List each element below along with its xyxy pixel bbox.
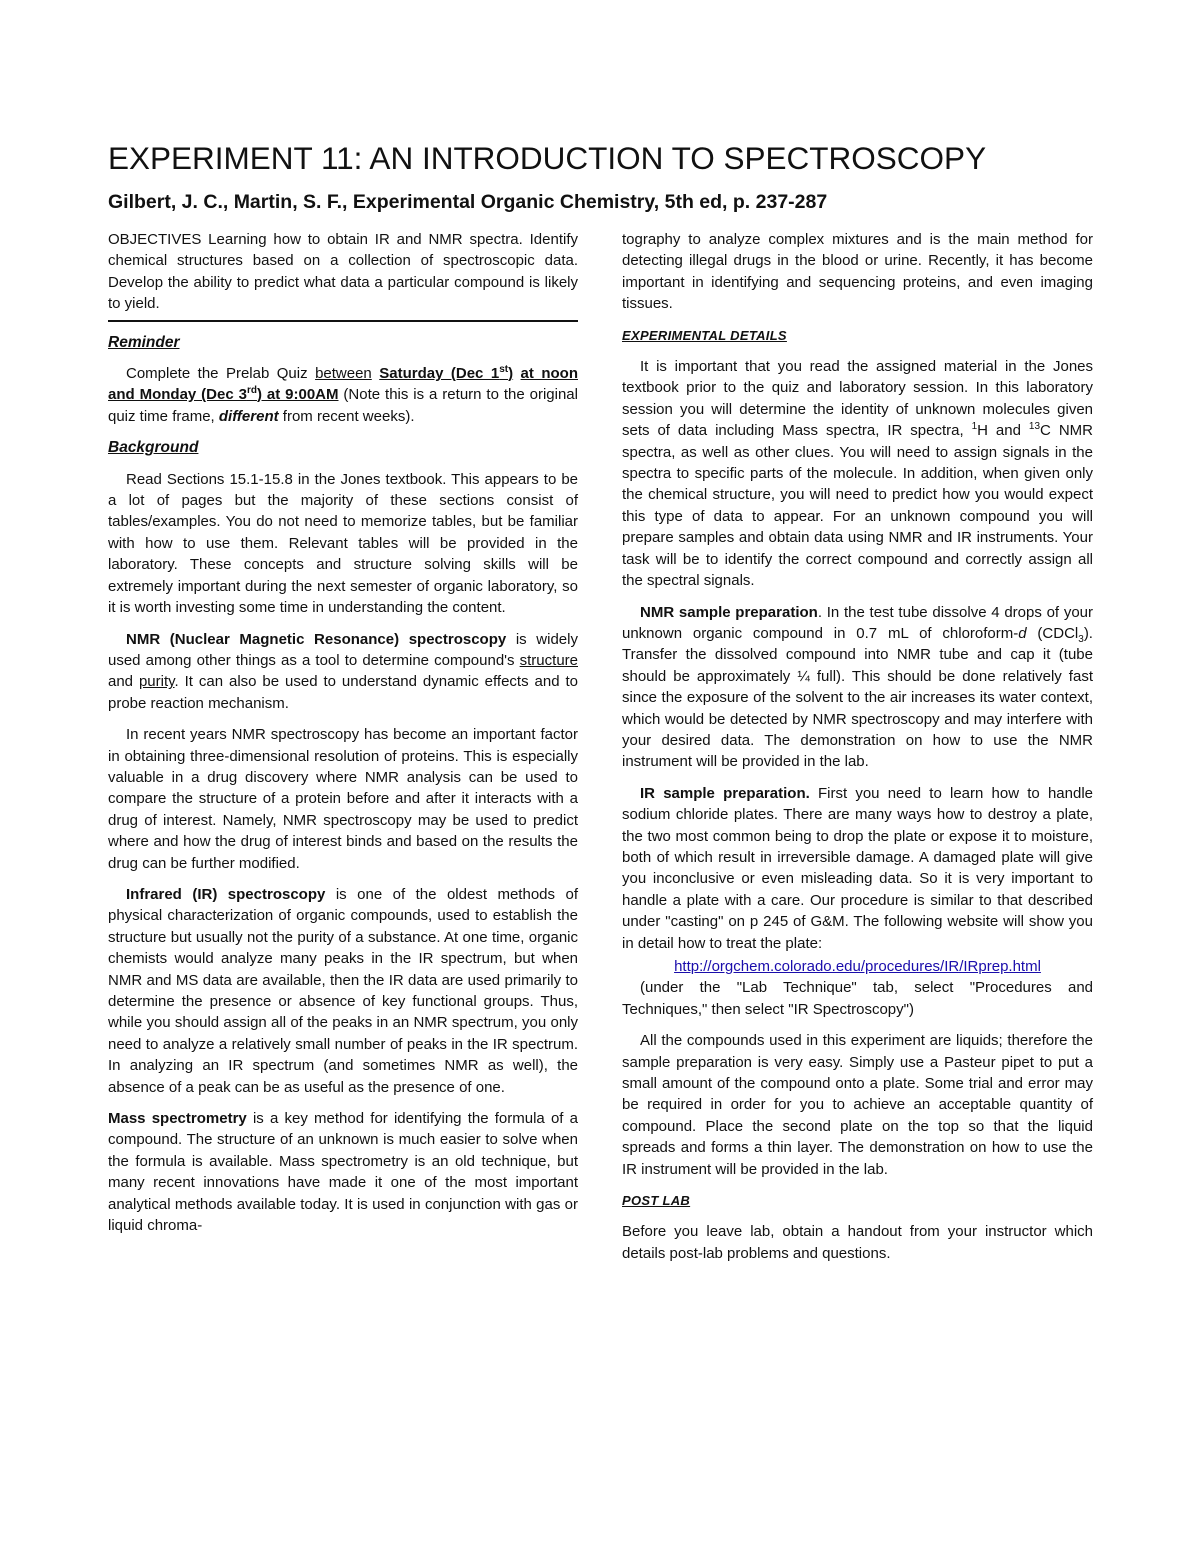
objectives-label: OBJECTIVES (108, 231, 202, 248)
ir-prep-link[interactable]: http://orgchem.colorado.edu/procedures/IR/IRprep.html (674, 958, 1041, 975)
reminder-paragraph: Complete the Prelab Quiz between Saturday (Dec 1st) at noon and Monday (Dec 3rd) at 9:00AM (Note this is a return to the original quiz time frame, different from recent weeks). (108, 364, 578, 425)
objectives-paragraph (108, 229, 578, 322)
postlab-paragraph: Before you leave lab, obtain a handout from your instructor which details post-lab problems and questions. (622, 1223, 1093, 1262)
ir-prep-paragraph: IR sample preparation. First you need to learn how to handle sodium chloride plates. There are many ways how to destroy a plate, the two most common being to drop the plate or expose it to moisture, both of which result in irreversible damage. A damaged plate will give you inconclusive or even misleading data. So it is very important to handle a plate with a care. Our procedure is similar to that described under "casting" on p 245 of G&M. The following website will show you in detail how to treat the plate: (622, 784, 1093, 952)
background-heading: Background (108, 439, 199, 457)
experimental-heading: EXPERIMENTAL DETAILS (622, 327, 787, 343)
experimental-paragraph: It is important that you read the assigned material in the Jones textbook prior to the quiz and laboratory session. In this laboratory session you will determine the identity of unknown molecules given sets of data including Mass spectra, IR spectra, $^1$H and $^{13}$C NMR spectra, as well as other clues. You will need to assign signals in the spectra to specific parts of the molecule. In addition, when given only the chemical structure, you will need to predict how you would expect this type of data to appear. For an unknown compound you will prepare samples and obtain data using NMR and IR instruments. Your task will be to identify the correct compound and correctly assign all the spectral signals. (622, 358, 1093, 590)
postlab-heading: POST LAB (622, 1193, 691, 1209)
ir-paragraph: Infrared (IR) spectroscopy is one of the oldest methods of physical characterization of organic compounds, used to establish the structure but usually not the purity of a substance. At one time, organic chemists would analyze many peaks in the IR spectrum, but when NMR and MS data are available, then the IR data are used primarily to determine the presence or absence of key functional groups. Thus, while you should assign all of the peaks in an NMR spectrum, you only need to analyze a relatively small number of peaks in the IR spectrum. In analyzing an IR spectrum (and sometimes NMR as well), the absence of a peak can be as useful as the presence of one. (108, 885, 578, 1096)
ir-prep-link-line (622, 956, 1093, 977)
reminder-heading: Reminder (108, 333, 180, 351)
link-note: (under the "Lab Technique" tab, select "Procedures and Techniques," then select "IR Spectroscopy") (622, 979, 1093, 1018)
reference-citation: Gilbert, J. C., Martin, S. F., Experimental Organic Chemistry, 5th ed, p. 237-287 (108, 191, 828, 213)
nmr-paragraph: NMR (Nuclear Magnetic Resonance) spectroscopy is widely used among other things as a tool to determine compound's structure and purity. It can also be used to understand dynamic effects and to probe reaction mechanism. (108, 630, 578, 712)
quiz-close-date: at noon and Monday (Dec 3rd) at 9:00AM (108, 365, 578, 404)
ir-prep-label: IR sample preparation. (640, 784, 810, 802)
between-word: between (315, 365, 372, 383)
quiz-open-date: Saturday (Dec 1st) (379, 364, 514, 383)
ms-label: Mass spectrometry (108, 1110, 247, 1128)
ir-label: Infrared (IR) spectroscopy (126, 885, 326, 903)
right-column (622, 229, 1093, 1274)
nmr-recent-paragraph: In recent years NMR spectroscopy has become an important factor in obtaining three-dimensional resolution of proteins. This is especially valuable in a drug discovery where NMR analysis can be used to compare the structure of a protein before and after it interacts with a drug of interest. Namely, NMR spectroscopy may be used to predict where and how the drug of interest binds and based on the results the drug can be further modified. (108, 726, 578, 872)
ms-paragraph-continued: tography to analyze complex mixtures and is the main method for detecting illegal drugs in the blood or urine. Recently, it has become important in identifying and sequencing proteins, and even imaging tissues. (622, 231, 1093, 313)
ms-paragraph: Mass spectrometry is a key method for identifying the formula of a compound. The structure of an unknown is much easier to solve when the formula is available. Mass spectrometry is an old technique, but many recent innovations have made it one of the most important analytical methods available today. It is used in conjunction with gas or liquid chroma- (108, 1110, 579, 1235)
nmr-prep-label: NMR sample preparation (640, 603, 818, 621)
left-column (108, 229, 578, 1246)
nmr-prep-paragraph: NMR sample preparation. In the test tube dissolve 4 drops of your unknown organic compound in 0.7 mL of chloroform-d (CDCl$_3$). Transfer the dissolved compound into NMR tube and cap it (tube should be approximately ¼ full). This should be done relatively fast since the exposure of the solvent to the air increases its water context, which would be detected by NMR spectroscopy and may interfere with your desired data. The demonstration on how to use the NMR instrument will be provided in the lab. (622, 603, 1093, 771)
different-word: different (218, 407, 279, 425)
liquids-paragraph: All the compounds used in this experiment are liquids; therefore the sample preparation is very easy. Simply use a Pasteur pipet to put a small amount of the compound onto a plate. Some trial and error may be required in order for you to achieve an acceptable quantity of compound. Place the second plate on the top so that the liquid spreads and forms a thin layer. The demonstration on how to use the IR instrument will be provided in the lab. (622, 1032, 1093, 1178)
background-paragraph: Read Sections 15.1-15.8 in the Jones textbook. This appears to be a lot of pages but the majority of these sections consist of tables/examples. You do not need to memorize tables, but be familiar with how to use them. Relevant tables will be provided in the laboratory. These concepts and structure solving skills will be extremely important during the next semester of organic laboratory, so it is worth investing some time in understanding the content. (108, 470, 578, 617)
objectives-text: Learning how to obtain IR and NMR spectra. Identify chemical structures based on a collection of spectroscopic data. Develop the ability to predict what data a particular compound is likely to yield. (108, 231, 578, 313)
page-title: EXPERIMENT 11: AN INTRODUCTION TO SPECTROSCOPY (108, 140, 987, 176)
nmr-label: NMR (Nuclear Magnetic Resonance) spectroscopy (126, 630, 507, 648)
